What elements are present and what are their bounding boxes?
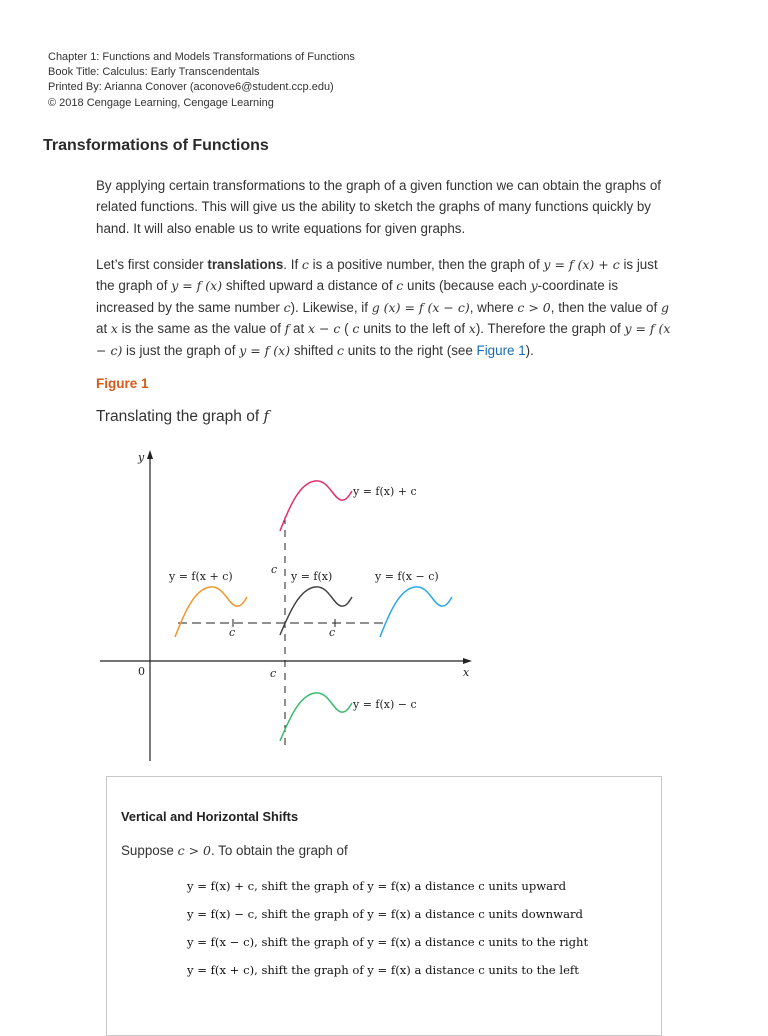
x-axis-label: x (463, 666, 470, 679)
term-translations: translations (207, 257, 284, 272)
math-inline: y (530, 278, 538, 294)
box-intro-text: Suppose (121, 843, 178, 858)
caption-math: f (263, 407, 270, 425)
translation-figure (95, 445, 485, 770)
printed-by-line: Printed By: Arianna Conover (aconove6@student.ccp.edu) (48, 81, 334, 94)
caption-text: Translating the graph of (96, 408, 264, 425)
text-run: ( (340, 321, 353, 337)
box-intro-text: . To obtain the graph of (210, 843, 348, 858)
chapter-line: Chapter 1: Functions and Models Transformations of Functions (48, 51, 355, 63)
figure-caption (96, 407, 269, 426)
curve-shift-up (280, 481, 352, 531)
curve-shift-left (175, 587, 247, 637)
math-inline: c > 0 (517, 299, 551, 315)
shifts-summary-box (106, 776, 662, 1036)
text-run: units to the left of (359, 321, 469, 337)
intro-paragraph (96, 175, 676, 239)
figure-1-link[interactable]: Figure 1 (476, 342, 526, 358)
translations-paragraph (96, 254, 676, 361)
text-run: units to the right (see (344, 342, 477, 358)
math-inline: x (468, 321, 476, 337)
text-run: Let’s first consider (96, 257, 208, 272)
page-title: Transformations of Functions (43, 137, 269, 154)
math-inline: x − c (307, 321, 341, 337)
math-inline: c (301, 257, 309, 272)
math-inline: y = f (x) (239, 342, 291, 358)
math-inline: c (352, 321, 360, 337)
box-title: Vertical and Horizontal Shifts (121, 809, 299, 824)
math-inline: y = f (x) (171, 278, 223, 294)
label-shift-left: y = f(x + c) (169, 570, 233, 583)
label-shift-down: y = f(x) − c (353, 698, 417, 711)
text-run: , where (469, 299, 518, 315)
text-run: at (96, 321, 111, 337)
curve-original (280, 587, 352, 635)
intro-text: By applying certain transformations to the graph of a given function we can obtain the graphs of related functions. This will give us the ability to sketch the graphs of many functions quickly by hand. It will also enable us to write equations for given graphs. (96, 178, 661, 236)
text-run: , then the value of (550, 299, 661, 315)
text-run: is the same as the value of (117, 321, 285, 337)
shift-rules-list (187, 877, 588, 989)
math-inline: c (396, 278, 404, 294)
print-header (48, 50, 355, 111)
math-inline: f (284, 321, 290, 337)
math-inline: y = f (x − c) (96, 321, 671, 358)
rule-shift-up: y = f(x) + c, shift the graph of y = f(x) a distance c units upward (187, 879, 567, 893)
rule-shift-right: y = f(x − c), shift the graph of y = f(x) a distance c units to the right (187, 935, 589, 949)
text-run: is a positive number, then the graph of (308, 257, 544, 272)
label-original: y = f(x) (291, 570, 333, 583)
text-run: shifted upward a distance of (222, 278, 397, 294)
text-run: ). Therefore the graph of (475, 321, 625, 337)
label-shift-up: y = f(x) + c (353, 485, 417, 498)
box-intro (121, 843, 348, 858)
origin-label: 0 (138, 665, 145, 678)
c-label-horiz-right: c (329, 626, 336, 639)
text-run: ). (525, 342, 534, 358)
text-run: . If (283, 257, 302, 272)
copyright-line: © 2018 Cengage Learning, Cengage Learning (48, 96, 274, 109)
translations-text (96, 254, 676, 361)
label-shift-right: y = f(x − c) (375, 570, 439, 583)
math-inline: g (660, 299, 669, 315)
math-inline: y = f (x) + c (543, 257, 620, 272)
figure-label: Figure 1 (96, 376, 149, 391)
curve-shift-down (280, 693, 352, 741)
book-title-line: Book Title: Calculus: Early Transcendentals (48, 66, 260, 79)
y-axis-arrow (147, 450, 153, 459)
text-run: is just the graph of (96, 257, 658, 294)
math-inline: x (110, 321, 118, 337)
box-intro-math: c > 0 (177, 843, 211, 858)
c-label-horiz-left: c (229, 626, 236, 639)
c-label-upper: c (271, 563, 278, 576)
text-run: -coordinate is increased by the same number (96, 278, 619, 315)
text-run: is just the graph of (122, 342, 240, 358)
y-axis-label: y (138, 451, 145, 464)
curve-shift-right (380, 587, 452, 637)
c-label-lower: c (270, 667, 277, 680)
math-inline: c (283, 299, 291, 315)
text-run: units (because each (403, 278, 531, 294)
text-run: at (289, 321, 308, 337)
text-run: ). Likewise, if (290, 299, 372, 315)
math-inline: c (337, 342, 345, 358)
x-axis-arrow (463, 658, 472, 664)
rule-shift-left: y = f(x + c), shift the graph of y = f(x) a distance c units to the left (187, 963, 579, 977)
math-inline: g (x) = f (x − c) (371, 299, 470, 315)
text-run: shifted (290, 342, 337, 358)
rule-shift-down: y = f(x) − c, shift the graph of y = f(x) a distance c units downward (187, 907, 583, 921)
